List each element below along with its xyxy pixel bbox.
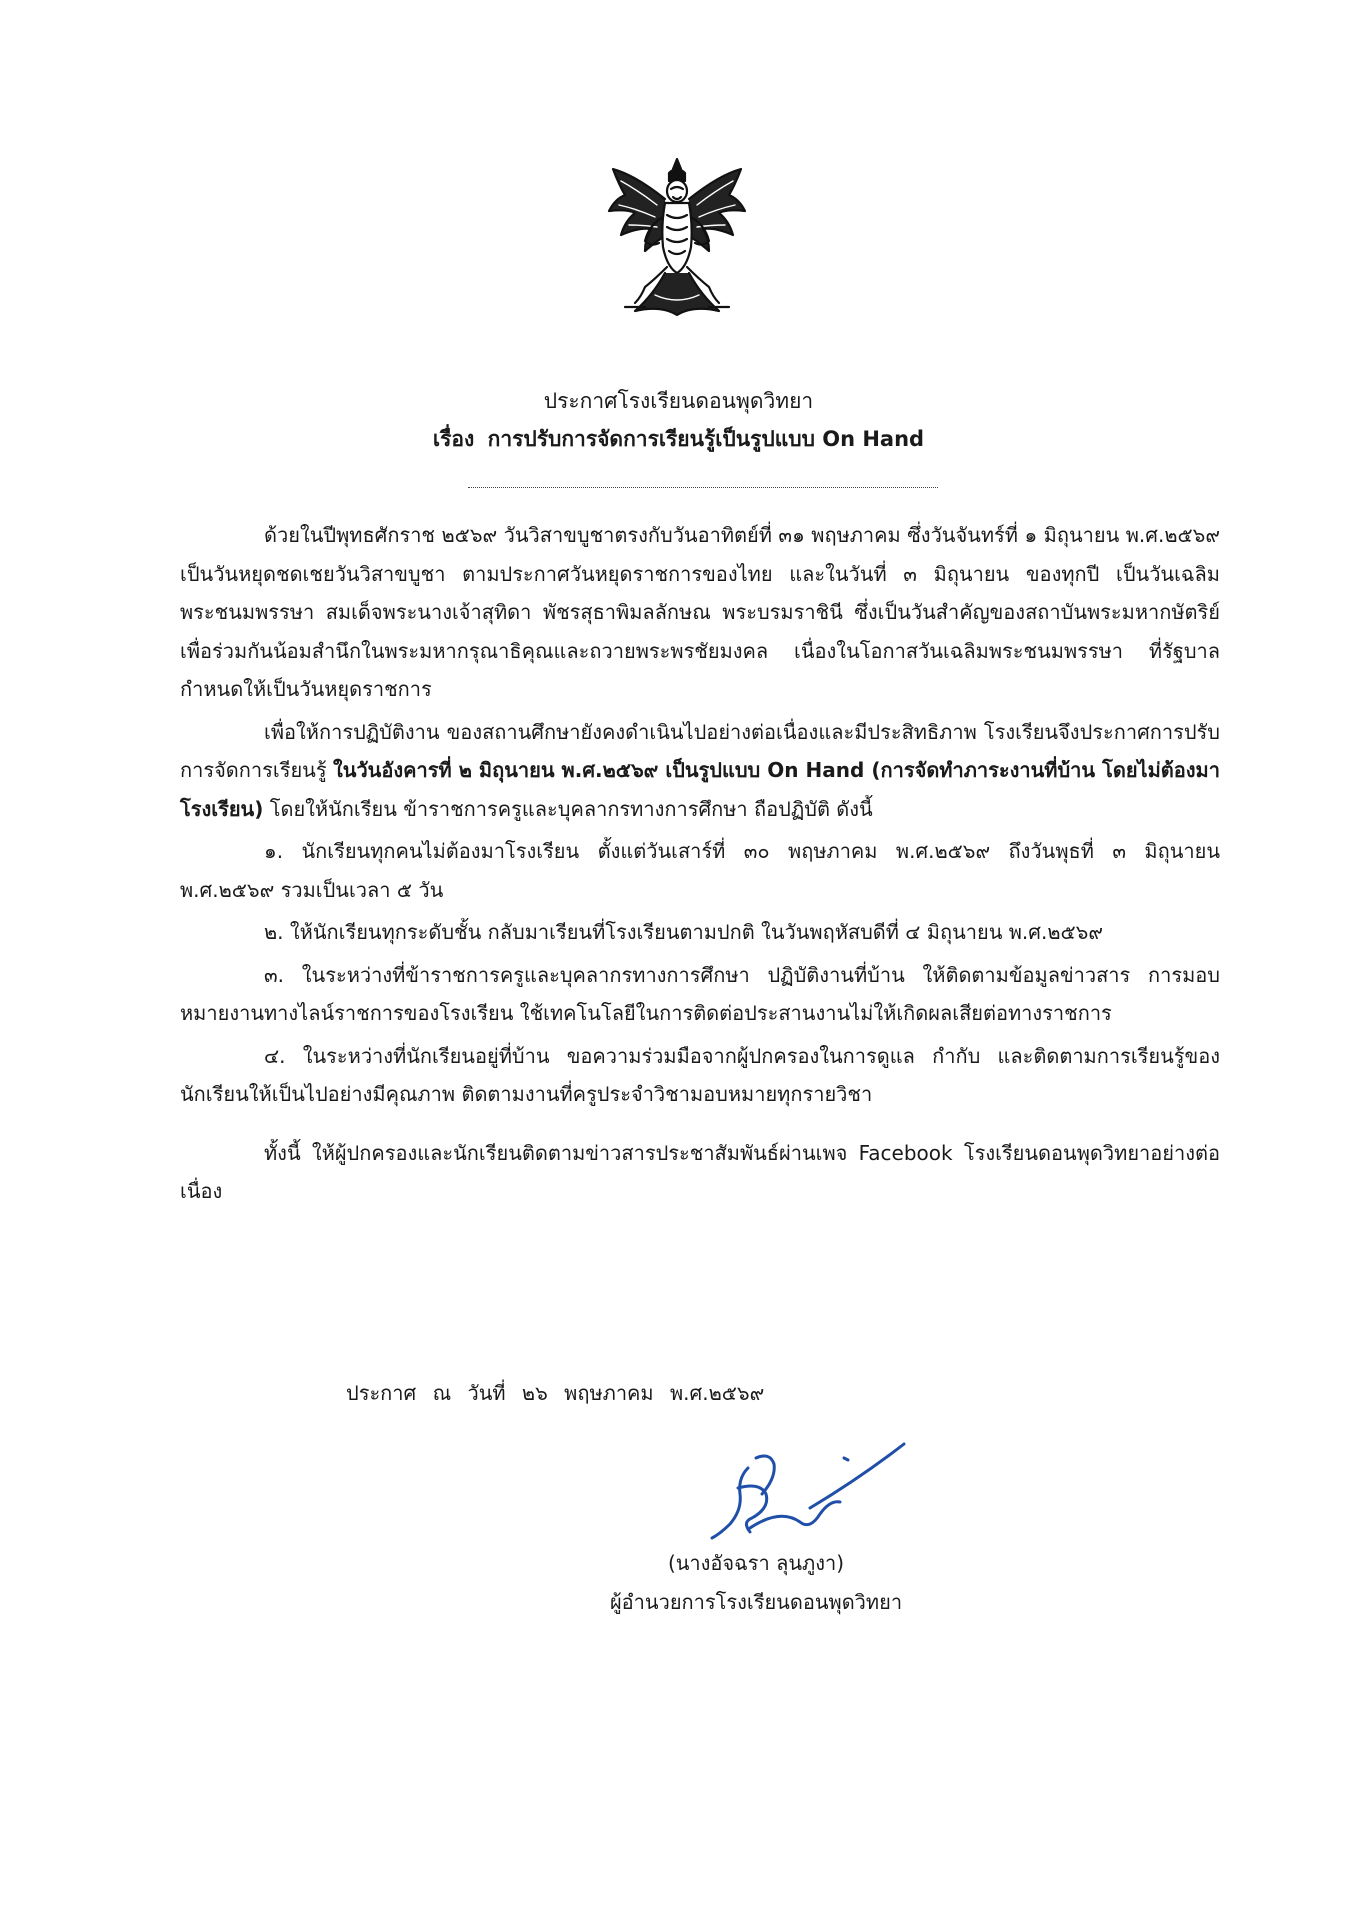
list-item-4: ๔. ในระหว่างที่นักเรียนอยู่ที่บ้าน ขอความร่วมมือจากผู้ปกครองในการดูแล กำกับ และติดตามการเรียนรู้ของนักเรียนให้เป็นไปอย่างมีคุณภาพ ติดตามงานที่ครูประจำวิชามอบหมายทุกรายวิชา <box>180 1043 1220 1106</box>
paragraph-purpose-start: เพื่อให้การปฏิบัติงาน ของสถานศึกษายังคงดำเนินไปอย่างต่อเนื่องและมีประสิทธิภาพ โรงเรียนจึงประกาศการปรับการจัดการเรียนรู้ <box>180 719 1220 782</box>
list-item-2: ๒. ให้นักเรียนทุกระดับชั้น กลับมาเรียนที่โรงเรียนตามปกติ ในวันพฤหัสบดีที่ ๔ มิถุนายน พ.ศ.๒๕๖๙ <box>264 920 1104 944</box>
subject-label: เรื่อง <box>432 427 475 451</box>
subject-text: การปรับการจัดการเรียนรู้เป็นรูปแบบ On Hand <box>487 427 925 451</box>
paragraph-purpose-end: โดยให้นักเรียน ข้าราชการครูและบุคลากรทางการศึกษา ถือปฏิบัติ ดังนี้ <box>263 796 873 821</box>
title-divider <box>468 487 938 488</box>
title-block <box>0 382 1357 458</box>
signer-name: (นางอัจฉรา ลุนภูงา) <box>667 1551 845 1575</box>
announcement-body <box>180 516 1220 1215</box>
paragraph-purpose <box>180 713 1220 829</box>
garuda-emblem-icon <box>605 155 750 320</box>
subject-line <box>0 420 1357 458</box>
handwritten-signature-icon <box>690 1438 910 1548</box>
list-item-1: ๑. นักเรียนทุกคนไม่ต้องมาโรงเรียน ตั้งแต่วันเสาร์ที่ ๓๐ พฤษภาคม พ.ศ.๒๕๖๙ ถึงวันพุธที่ ๓ มิถุนายน พ.ศ.๒๕๖๙ รวมเป็นเวลา ๕ วัน <box>180 839 1220 902</box>
paragraph-background: ด้วยในปีพุทธศักราช ๒๕๖๙ วันวิสาขบูชาตรงกับวันอาทิตย์ที่ ๓๑ พฤษภาคม ซึ่งวันจันทร์ที่ ๑ มิถุนายน พ.ศ.๒๕๖๙ เป็นวันหยุดชดเชยวันวิสาขบูชา ตามประกาศวันหยุดราชการของไทย และในวันที่ ๓ มิถุนายน ของทุกปี เป็นวันเฉลิมพระชนมพรรษา สมเด็จพระนางเจ้าสุทิดา พัชรสุธาพิมลลักษณ พระบรมราชินี ซึ่งเป็นวันสำคัญของสถาบันพระมหากษัตริย์ เพื่อร่วมกันน้อมสำนึกในพระมหากรุณาธิคุณและถวายพระพรชัยมงคล เนื่องในโอกาสวันเฉลิมพระชนมพรรษา ที่รัฐบาลกำหนดให้เป็นวันหยุดราชการ <box>180 523 1220 701</box>
paragraph-purpose-highlight: ในวันอังคารที่ ๒ มิถุนายน พ.ศ.๒๕๖๙ เป็นรูปแบบ On Hand (การจัดทำภาระงานที่บ้าน โดยไม่ต้องมาโรงเรียน) <box>180 758 1220 821</box>
list-item-3: ๓. ในระหว่างที่ข้าราชการครูและบุคลากรทางการศึกษา ปฏิบัติงานที่บ้าน ให้ติดตามข้อมูลข่าวสาร การมอบหมายงานทางไลน์ราชการของโรงเรียน ใช้เทคโนโลยีในการติดต่อประสานงานไม่ให้เกิดผลเสียต่อทางราชการ <box>180 962 1220 1025</box>
closing-paragraph: ทั้งนี้ ให้ผู้ปกครองและนักเรียนติดตามข่าวสารประชาสัมพันธ์ผ่านเพจ Facebook โรงเรียนดอนพุดวิทยาอย่างต่อเนื่อง <box>180 1140 1220 1203</box>
signer-position: ผู้อำนวยการโรงเรียนดอนพุดวิทยา <box>609 1590 903 1614</box>
announcement-date: ประกาศ ณ วันที่ ๒๖ พฤษภาคม พ.ศ.๒๕๖๙ <box>346 1381 765 1405</box>
announcement-title: ประกาศโรงเรียนดอนพุดวิทยา <box>543 389 814 413</box>
